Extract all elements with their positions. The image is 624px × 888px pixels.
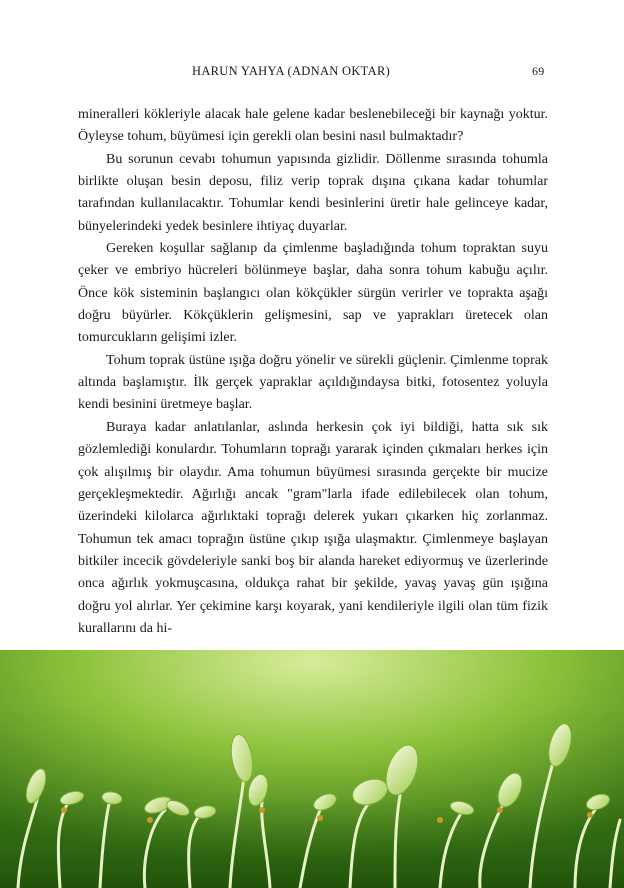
page-header [0, 64, 624, 82]
paragraph: Bu sorunun cevabı tohumun yapısında gizlidir. Döllenme sırasında tohumla birlikte oluşan besin deposu, filiz verip toprak dışına çıkana kadar tohumlar tarafından kullanılacaktır. Tohumlar kendi besinlerini üretir hale gelinceye kadar, bünyelerindeki yedek besinlere ihtiyaç duyarlar. [78, 151, 548, 234]
seedlings-photo [0, 650, 624, 888]
paragraph: Tohum toprak üstüne ışığa doğru yönelir ve sürekli güçlenir. Çimlenme toprak altında başlamıştır. İlk gerçek yapraklar açıldığındaysa bitki, fotosentez yoluyla kendi besinini üretmeye başlar. [78, 352, 548, 413]
paragraph: Gereken koşullar sağlanıp da çimlenme başladığında tohum topraktan suyu çeker ve embriyo hücreleri bölünmeye başlar, daha sonra tohum kabuğu açılır. Önce kök sisteminin başlangıcı olan kökçükler sürgün verirler ve toprakta aşağı doğru büyürler. Kökçüklerin gelişmesini, sap ve yaprakları üretecek olan tomurcukların gelişimi izler. [78, 241, 548, 346]
body-text [78, 104, 548, 640]
seedlings-illustration [0, 650, 624, 888]
running-title: HARUN YAHYA (ADNAN OKTAR) [192, 64, 391, 78]
paragraph: Buraya kadar anlatılanlar, aslında herkesin çok iyi bildiği, hatta sık sık gözlemlediği konulardır. Tohumların toprağı yararak içinden çıkmaları herkes için çok alışılmış bir olaydır. Ama tohumun büyümesi sırasında gerçekte bir mucize gerçekleşmektedir. Ağırlığı ancak "gram"larla ifade edilebilecek olan tohum, üzerindeki kilolarca ağırlıktaki toprağı delerek yukarı çıkarken hiç zorlanmaz. Tohumun tek amacı toprağın üstüne çıkıp ışığa ulaşmaktır. Çimlenmeye başlayan bitkiler incecik gövdeleriyle sanki boş bir alanda hareket ediyormuş ve üzerlerinde onca ağırlık yokmuşcasına, oldukça rahat bir şekilde, yavaş yavaş gün ışığına doğru yol alırlar. Yer çekimine karşı koyarak, yani kendileriyle ilgili olan tüm fizik kurallarını da hi- [78, 419, 548, 636]
page-number: 69 [532, 64, 545, 78]
paragraph: mineralleri kökleriyle alacak hale gelene kadar beslenebileceği bir kaynağı yoktur. Öyleyse tohum, büyümesi için gerekli olan besini nasıl bulmaktadır? [78, 107, 548, 145]
